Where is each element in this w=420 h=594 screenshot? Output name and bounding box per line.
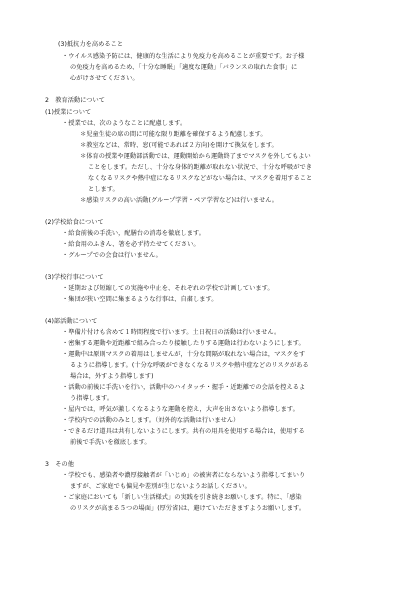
clubs-line-11: 前後で手洗いを徹底します。	[70, 439, 151, 446]
other-line-4: のリスクが高まる５つの場面」(厚労省)は、避けていただきますようお願いします。	[70, 505, 306, 512]
other-line-1: ・学校でも、感染者や濃厚接触者が「いじめ」の被害者にならないよう指導してまいり	[62, 472, 306, 479]
classes-line-1: ・授業では、次のようなことに配慮します。	[62, 120, 187, 127]
section-heading-resistance: (3)抵抗力を高めること	[58, 41, 124, 48]
classes-line-8: ＊感染リスクの高い活動(グループ学習・ペア学習など)は行いません。	[80, 197, 279, 204]
events-line-1: ・延期および短縮しての実施や中止を、それぞれの学校で計画しています。	[62, 285, 274, 292]
classes-line-7: とします。	[88, 186, 119, 193]
clubs-line-1: ・準備片付けも含めて１時間程度で行います。土日祝日の活動は行いません。	[62, 329, 281, 336]
resistance-line-1: ・ウイルス感染予防には、健康的な生活により免疫力を高めることが重要です。お子様	[62, 53, 305, 60]
events-line-2: ・集団が狭い空間に集まるような行事は、自粛します。	[62, 296, 218, 303]
clubs-line-5: 場合は，外すよう指導します)	[70, 373, 154, 380]
subsection-heading-events: (3)学校行事について	[45, 274, 104, 281]
subsection-heading-clubs: (4)部活動について	[45, 318, 98, 325]
clubs-line-6: ・活動の前後に手洗いを行い，活動中のハイタッチ・握手・近距離での会話を控えるよ	[62, 384, 306, 391]
classes-line-3: ＊教室などは、常時、窓(可能であれば２方向)を開けて換気をします。	[80, 142, 278, 149]
clubs-line-10: ・できるだけ道具は共有しないようにします。共有の用具を使用する場合は，使用する	[62, 428, 305, 435]
lunch-line-1: ・給食前後の手洗い，配膳台の消毒を徹底します。	[62, 230, 205, 237]
lunch-line-3: ・グループでの会食は行いません。	[62, 252, 162, 259]
classes-line-6: なくなるリスクや熱中症になるリスクなどがない場合は、マスクを着用すること	[88, 175, 313, 182]
subsection-heading-lunch: (2)学校給食について	[45, 219, 104, 226]
section-heading-other: 3 その他	[45, 461, 74, 468]
other-line-2: ますが、ご家庭でも偏見や差別が生じないようお話しください。	[70, 483, 251, 490]
clubs-line-8: ・屋内では，呼気が激しくなるような運動を控え，大声を出さないよう指導します。	[62, 406, 299, 413]
classes-line-2: ＊児童生徒の席の間に可能な限り距離を確保するよう配慮します。	[80, 131, 267, 138]
clubs-line-7: う指導します。	[70, 395, 114, 402]
clubs-line-4: るように指導します。(十分な呼吸ができなくなるリスクや熱中症などのリスクがある	[70, 362, 309, 369]
resistance-line-3: 心がけさせてください。	[70, 75, 139, 82]
clubs-line-3: ・運動中は原則マスクの着用はしませんが，十分な間隔が取れない場合は，マスクをす	[62, 351, 306, 358]
resistance-line-2: の免疫力を高めるため、「十分な睡眠」「適度な運動」「バランスの取れた食事」に	[70, 64, 298, 71]
clubs-line-2: ・密集する運動や近距離で組み合ったり接触したりする運動は行わないようにします。	[62, 340, 305, 347]
other-line-3: ・ご家庭においても「新しい生活様式」の実践を引き続きお願いします。特に、「感染	[62, 494, 302, 501]
lunch-line-2: ・給食用のふきん、箸を必ず持たせてください。	[62, 241, 200, 248]
subsection-heading-classes: (1)授業について	[45, 109, 92, 116]
section-heading-education: 2 教育活動について	[45, 97, 105, 104]
clubs-line-9: ・学校内での活動のみとします。（対外的な活動は行いません）	[62, 417, 240, 424]
classes-line-5: ことをします。ただし、十分な身体的距離が取れない状況で、十分な呼吸ができ	[88, 164, 312, 171]
classes-line-4: ＊体育の授業や運動部活動では、運動開始から運動終了までマスクを外してもよい	[80, 153, 311, 160]
